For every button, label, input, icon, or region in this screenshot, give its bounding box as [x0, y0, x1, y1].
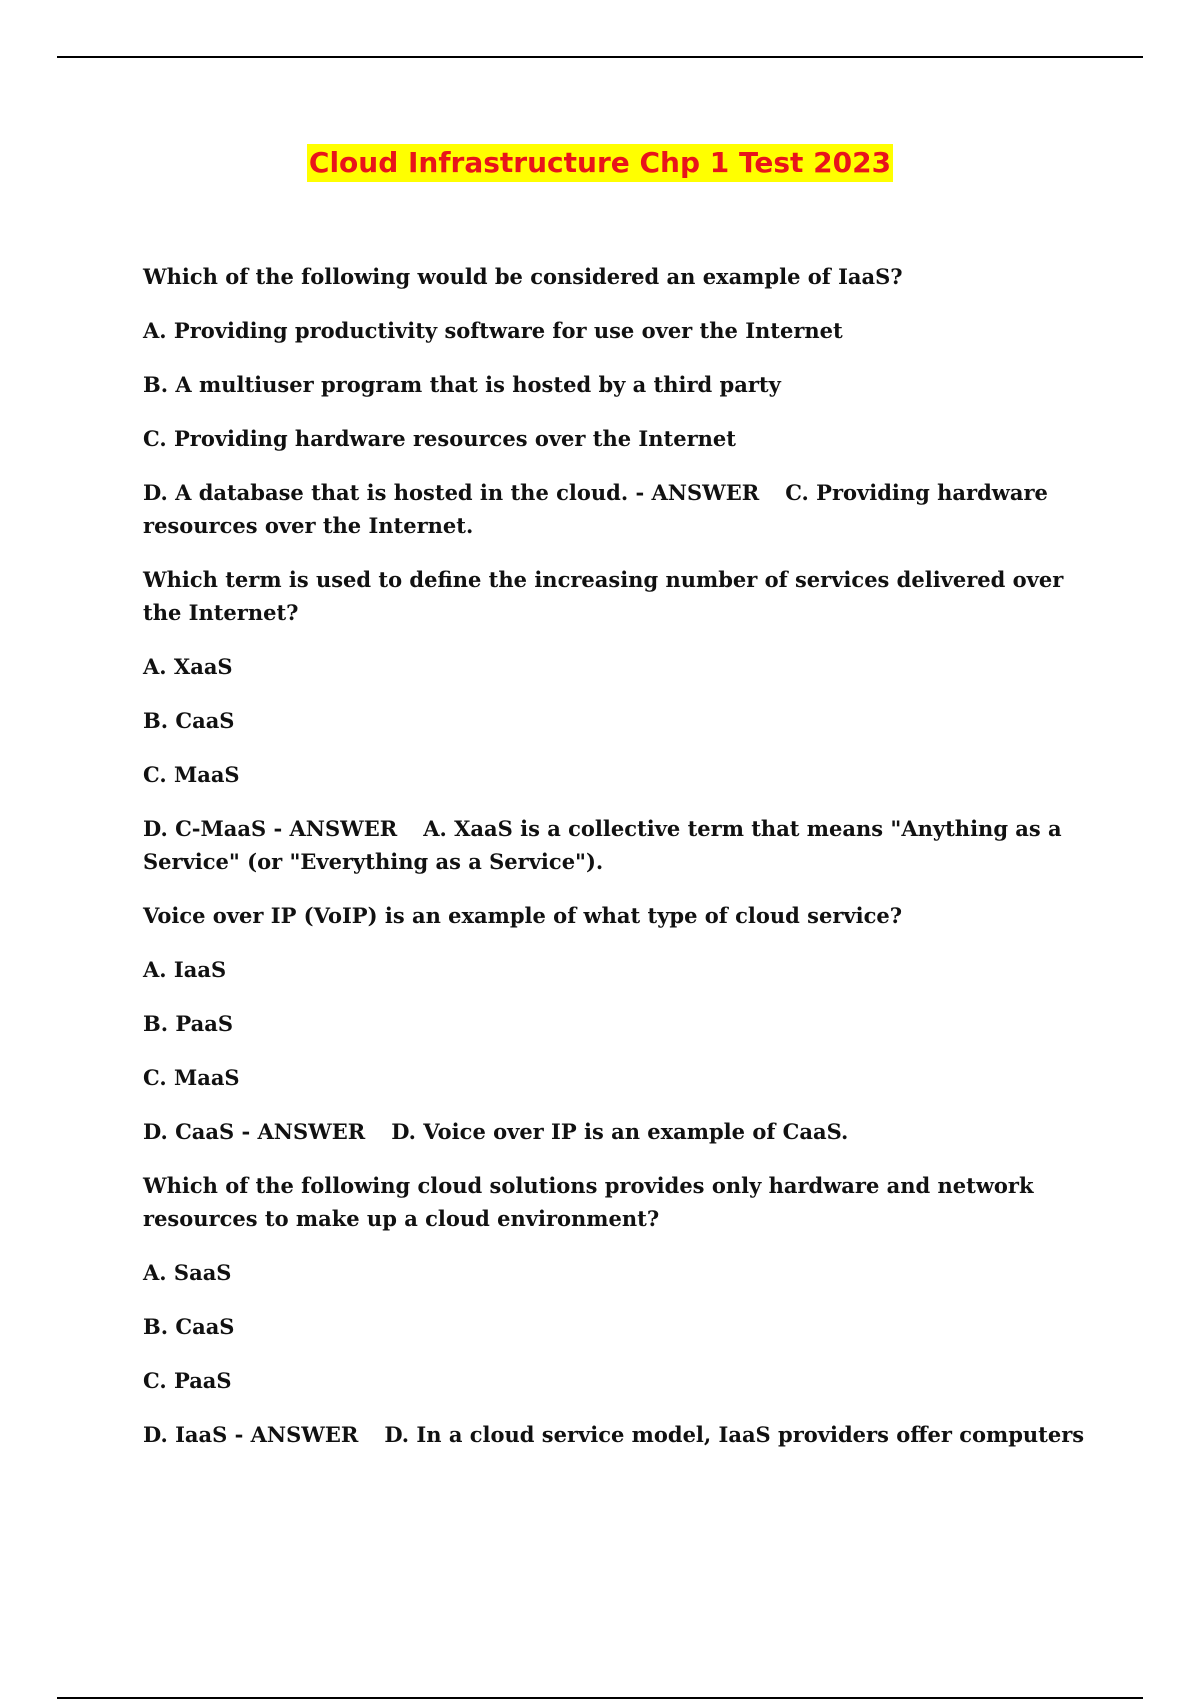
answer-text: C. Providing hardware resources over the Internet. [143, 480, 1048, 538]
option-b: B. PaaS [143, 1011, 233, 1036]
option-b: B. CaaS [143, 708, 235, 733]
document-body [143, 260, 1093, 1472]
option-d-with-answer [143, 476, 1093, 542]
option-b: B. A multiuser program that is hosted by a third party [143, 372, 781, 397]
option-d-with-answer [143, 812, 1093, 878]
answer-text: D. In a cloud service model, IaaS providers offer computers [384, 1422, 1085, 1447]
option-b: B. CaaS [143, 1314, 235, 1339]
option-a: A. IaaS [143, 957, 227, 982]
question-text: Which of the following would be considered an example of IaaS? [143, 264, 903, 289]
option-d: D. A database that is hosted in the cloud. - ANSWER [143, 480, 760, 505]
bottom-rule [57, 1697, 1143, 1699]
option-c: C. PaaS [143, 1368, 232, 1393]
question-text: Which of the following cloud solutions provides only hardware and network resources to make up a cloud environment? [143, 1173, 1034, 1231]
option-c: C. MaaS [143, 1065, 240, 1090]
option-c: C. MaaS [143, 762, 240, 787]
option-d: D. IaaS - ANSWER [143, 1422, 359, 1447]
answer-text: D. Voice over IP is an example of CaaS. [391, 1119, 849, 1144]
option-a: A. Providing productivity software for use over the Internet [143, 318, 843, 343]
option-a: A. SaaS [143, 1260, 232, 1285]
answer-text: A. XaaS is a collective term that means "Anything as a Service" (or "Everything as a Service"). [143, 816, 1062, 874]
option-d: D. CaaS - ANSWER [143, 1119, 366, 1144]
option-d-with-answer [143, 1115, 1093, 1148]
option-d: D. C-MaaS - ANSWER [143, 816, 398, 841]
top-rule [57, 56, 1143, 58]
option-c: C. Providing hardware resources over the Internet [143, 426, 736, 451]
option-a: A. XaaS [143, 654, 233, 679]
title-container [0, 144, 1200, 182]
question-text: Voice over IP (VoIP) is an example of what type of cloud service? [143, 903, 903, 928]
question-text: Which term is used to define the increasing number of services delivered over the Internet? [143, 567, 1064, 625]
document-title: Cloud Infrastructure Chp 1 Test 2023 [307, 144, 893, 182]
option-d-with-answer [143, 1418, 1093, 1451]
